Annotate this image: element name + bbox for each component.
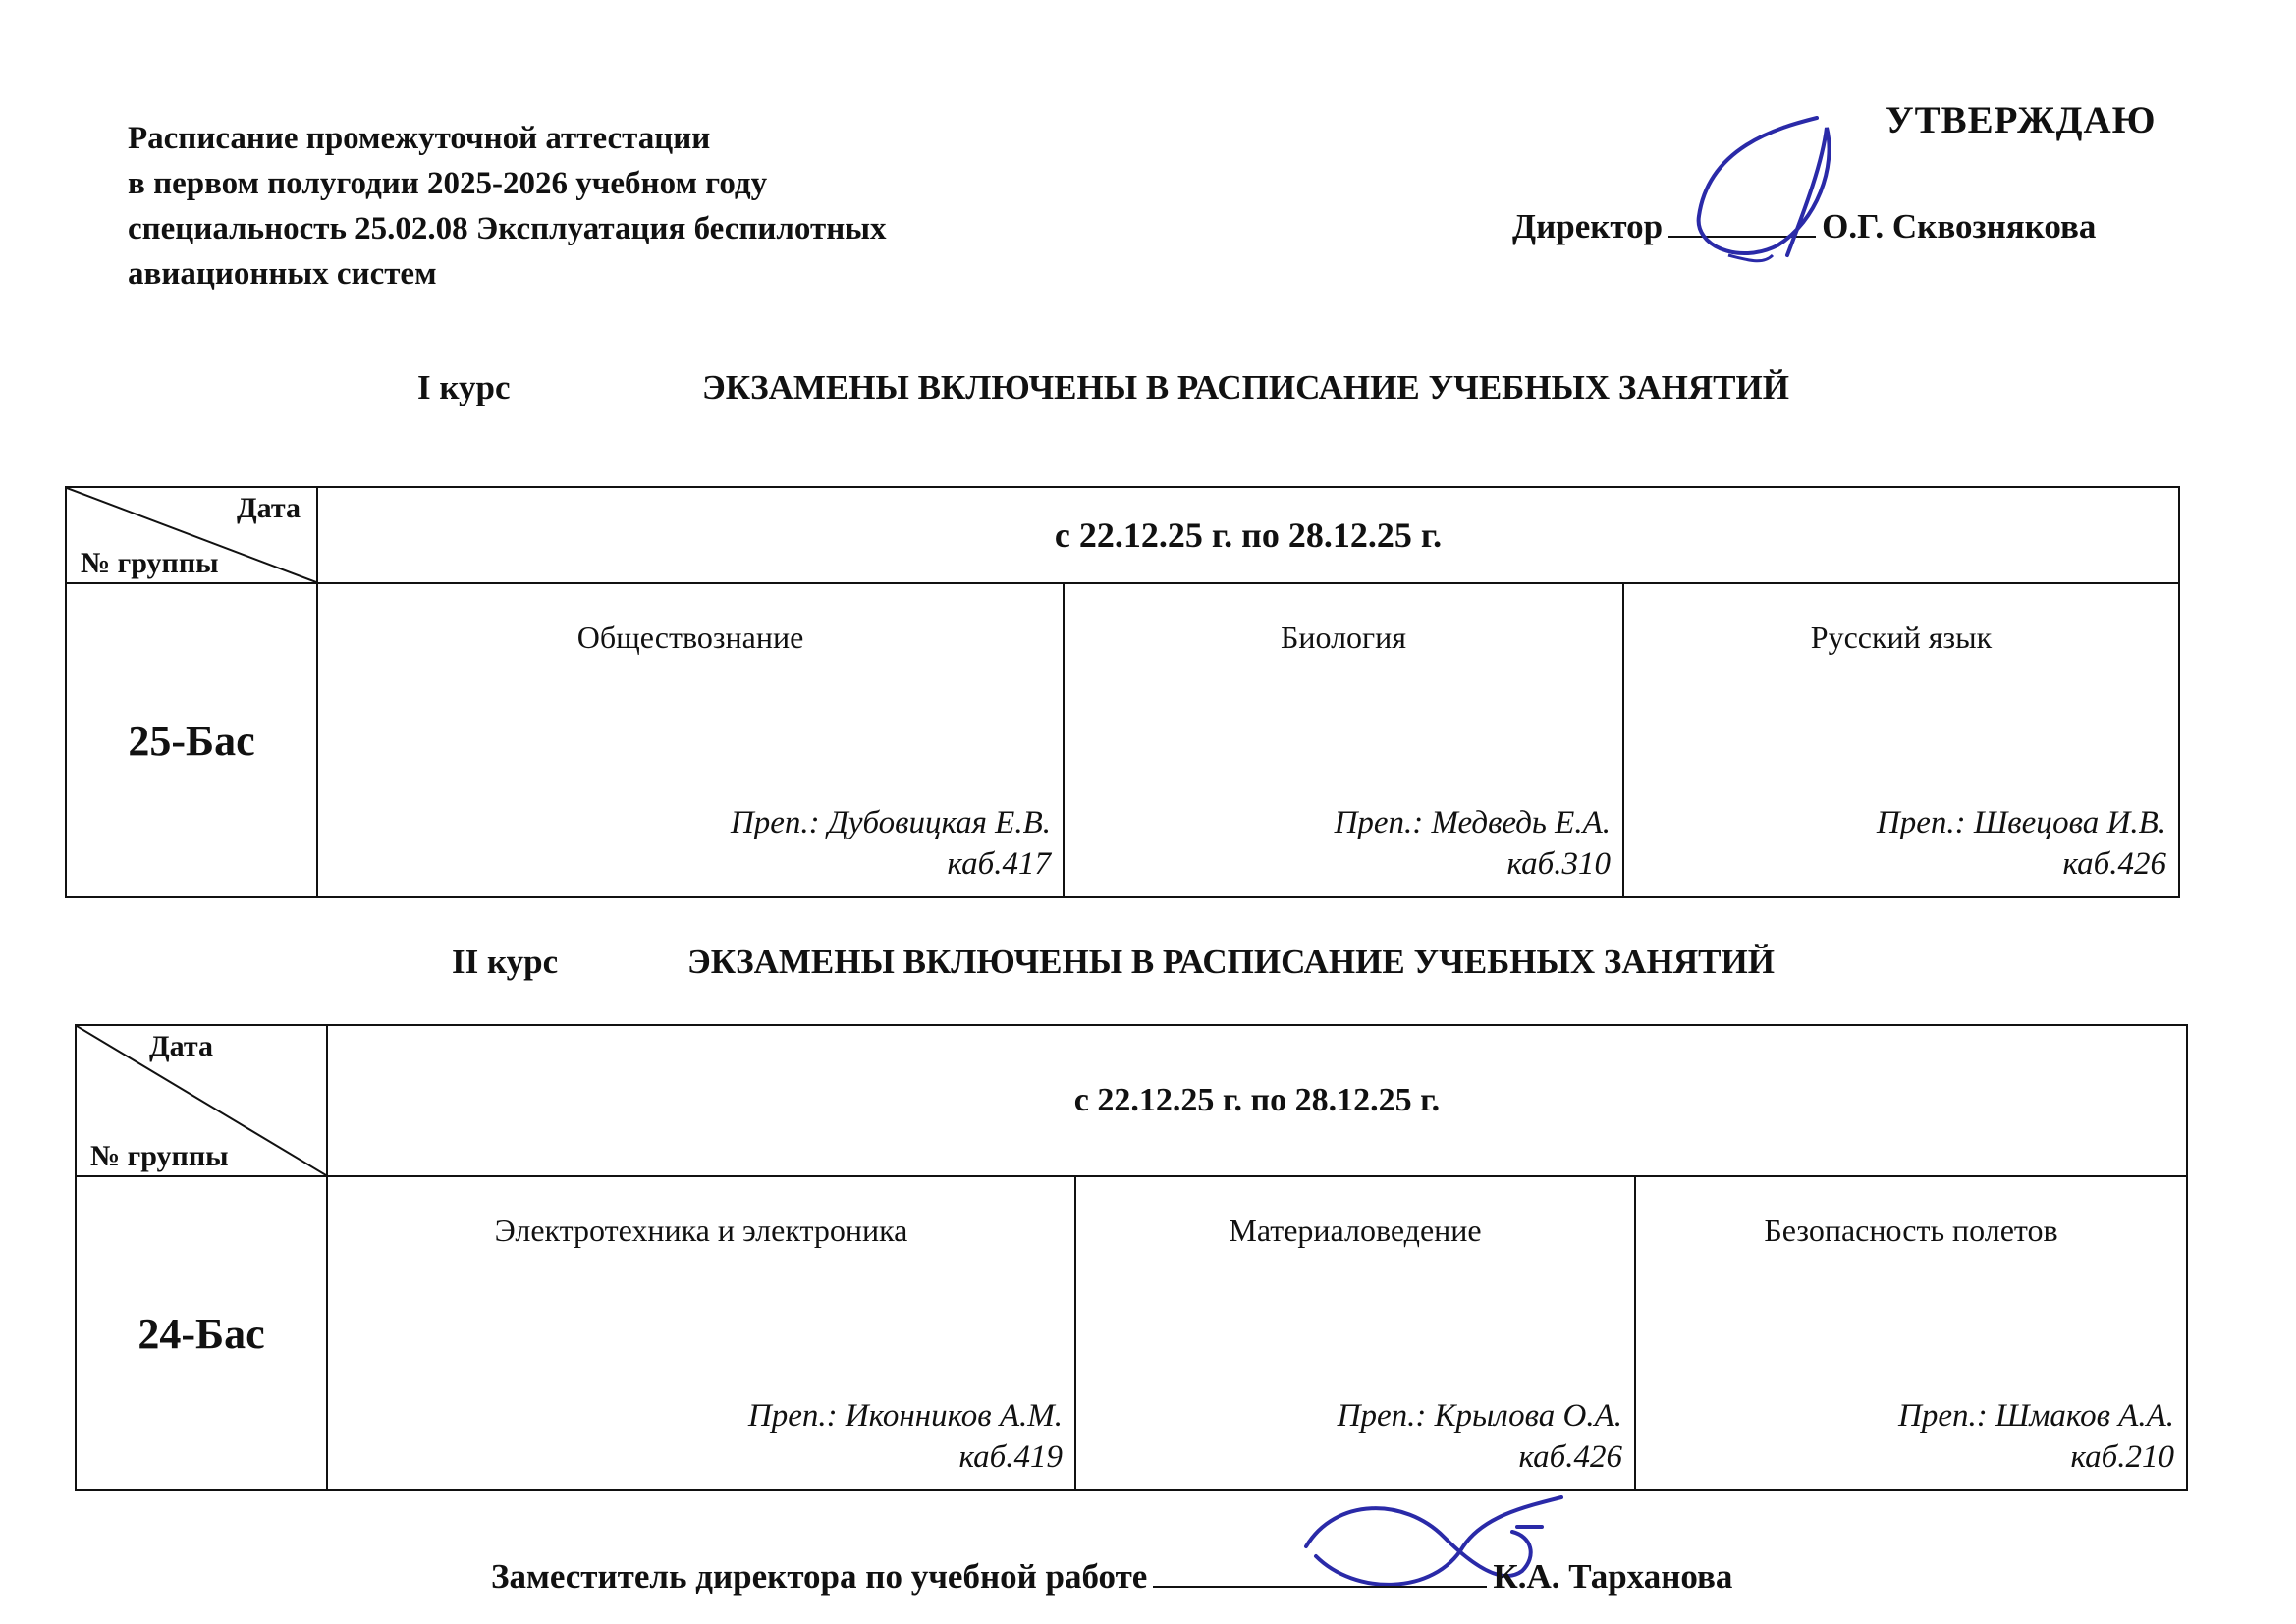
exam-teacher: Преп.: Крылова О.А. xyxy=(1337,1398,1622,1434)
exam-room: каб.426 xyxy=(2062,846,2167,882)
course-1-group-label: № группы xyxy=(81,547,219,579)
title-line-3: специальность 25.02.08 Эксплуатация беспилотных xyxy=(128,211,887,246)
approve-heading: УТВЕРЖДАЮ xyxy=(1886,99,2157,141)
course-1-date-label: Дата xyxy=(237,492,301,524)
course-1-heading: ЭКЗАМЕНЫ ВКЛЮЧЕНЫ В РАСПИСАНИЕ УЧЕБНЫХ ЗАНЯТИЙ xyxy=(702,368,1789,406)
exam-room: каб.419 xyxy=(958,1439,1063,1475)
course-2-exam-3 xyxy=(1635,1176,2187,1490)
exam-teacher: Преп.: Швецова И.В. xyxy=(1876,805,2167,840)
course-2-date-label: Дата xyxy=(149,1030,213,1062)
exam-room: каб.210 xyxy=(2070,1439,2174,1475)
deputy-signature-line xyxy=(491,1556,1732,1597)
director-signature-icon xyxy=(1669,108,1866,265)
course-2-period: с 22.12.25 г. по 28.12.25 г. xyxy=(327,1025,2187,1176)
exam-teacher: Преп.: Иконников А.М. xyxy=(747,1398,1063,1434)
course-1-period: с 22.12.25 г. по 28.12.25 г. xyxy=(317,487,2179,583)
exam-subject: Безопасность полетов xyxy=(1764,1213,2058,1248)
course-2-exam-1 xyxy=(327,1176,1075,1490)
exam-room: каб.426 xyxy=(1518,1439,1622,1475)
signature-blank xyxy=(1153,1556,1487,1588)
director-name: О.Г. Сквознякова xyxy=(1822,207,2097,245)
course-1-exam-2 xyxy=(1064,583,1623,897)
course-1-group: 25-Бас xyxy=(66,583,317,897)
document-title xyxy=(128,116,886,297)
course-1-exam-3 xyxy=(1623,583,2179,897)
exam-subject: Биология xyxy=(1280,620,1406,655)
deputy-name: К.А. Тарханова xyxy=(1493,1557,1733,1596)
exam-room: каб.417 xyxy=(947,846,1051,882)
exam-subject: Электротехника и электроника xyxy=(494,1213,908,1248)
course-1-heading-line xyxy=(417,368,1789,407)
exam-subject: Русский язык xyxy=(1810,620,1993,655)
course-2-heading: ЭКЗАМЕНЫ ВКЛЮЧЕНЫ В РАСПИСАНИЕ УЧЕБНЫХ ЗАНЯТИЙ xyxy=(687,943,1775,981)
exam-room: каб.310 xyxy=(1506,846,1611,882)
course-2-corner-cell xyxy=(76,1025,327,1176)
course-1-corner-cell xyxy=(66,487,317,583)
course-2-group: 24-Бас xyxy=(76,1176,327,1490)
deputy-label: Заместитель директора по учебной работе xyxy=(491,1557,1148,1596)
exam-subject: Материаловедение xyxy=(1229,1213,1482,1248)
exam-teacher: Преп.: Медведь Е.А. xyxy=(1334,805,1611,840)
course-2-group-label: № группы xyxy=(90,1140,229,1172)
exam-teacher: Преп.: Шмаков А.А. xyxy=(1897,1398,2174,1434)
exam-subject: Обществознание xyxy=(576,620,804,655)
exam-teacher: Преп.: Дубовицкая Е.В. xyxy=(730,805,1051,840)
course-1-exam-1 xyxy=(317,583,1064,897)
title-line-4: авиационных систем xyxy=(128,256,437,292)
title-line-2: в первом полугодии 2025-2026 учебном году xyxy=(128,166,768,201)
title-line-1: Расписание промежуточной аттестации xyxy=(128,121,711,156)
course-2-label: II курс xyxy=(452,943,559,981)
course-2-heading-line xyxy=(452,943,1775,982)
course-2-exam-2 xyxy=(1075,1176,1635,1490)
course-1-label: I курс xyxy=(417,368,511,406)
director-label: Директор xyxy=(1512,207,1664,245)
course-2-schedule-table xyxy=(75,1024,2188,1491)
course-1-schedule-table xyxy=(65,486,2180,898)
